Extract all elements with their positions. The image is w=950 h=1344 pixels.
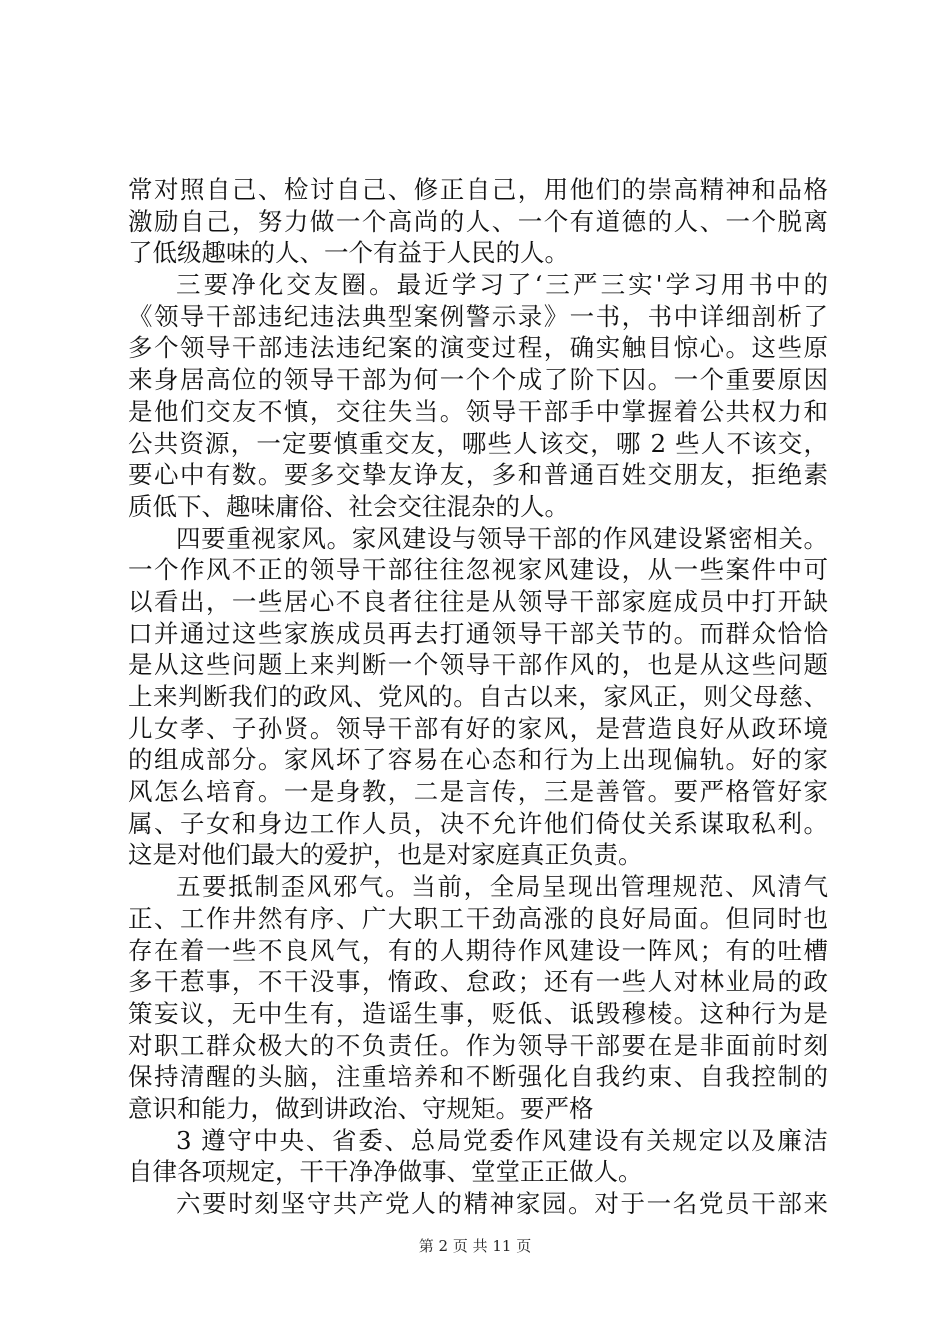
text-line: 存在着一些不良风气，有的人期待作风建设一阵风；有的吐槽	[128, 935, 828, 965]
text-line: 这是对他们最大的爱护，也是对家庭真正负责。	[128, 840, 643, 870]
text-line: 上来判断我们的政风、党风的。自古以来，家风正，则父母慈、	[128, 682, 828, 711]
text-line: 是从这些问题上来判断一个领导干部作风的，也是从这些问题	[128, 650, 828, 680]
text-line: 意识和能力，做到讲政治、守规矩。要严格	[128, 1093, 594, 1123]
text-line: 是他们交友不慎，交往失当。领导干部手中掌握着公共权力和	[128, 396, 828, 426]
page-footer-indicator: 第 2 页 共 11 页	[418, 1237, 532, 1255]
text-line: 五要抵制歪风邪气。当前，全局呈现出管理规范、风清气	[176, 872, 828, 902]
text-line: 《领导干部违纪违法典型案例警示录》一书，书中详细剖析了	[128, 301, 828, 331]
text-line: 六要时刻坚守共产党人的精神家园。对于一名党员干部来	[176, 1189, 828, 1218]
text-line: 了低级趣味的人、一个有益于人民的人。	[128, 238, 569, 268]
text-line: 激励自己，努力做一个高尚的人、一个有道德的人、一个脱离	[128, 206, 828, 236]
text-line: 自律各项规定，干干净净做事、堂堂正正做人。	[128, 1157, 643, 1187]
text-line: 保持清醒的头脑，注重培养和不断强化自我约束、自我控制的	[128, 1062, 828, 1092]
text-line: 质低下、趣味庸俗、社会交往混杂的人。	[128, 491, 569, 521]
text-line: 公共资源，一定要慎重交友，哪些人该交，哪 2 些人不该交，	[128, 428, 828, 458]
text-line: 属、子女和身边工作人员，决不允许他们倚仗关系谋取私利。	[128, 808, 828, 838]
text-line: 常对照自己、检讨自己、修正自己，用他们的崇高精神和品格	[128, 175, 828, 204]
text-line: 一个作风不正的领导干部往往忽视家风建设，从一些案件中可	[128, 555, 828, 585]
text-line: 三要净化交友圈。最近学习了‘三严三实'学习用书中的	[176, 270, 828, 300]
text-line: 以看出，一些居心不良者往往是从领导干部家庭成员中打开缺	[128, 586, 828, 616]
text-line: 3 遵守中央、省委、总局党委作风建设有关规定以及廉洁	[176, 1125, 828, 1155]
text-line: 对职工群众极大的不负责任。作为领导干部要在是非面前时刻	[128, 1030, 828, 1060]
text-line: 来身居高位的领导干部为何一个个成了阶下囚。一个重要原因	[128, 365, 828, 395]
text-line: 正、工作井然有序、广大职工干劲高涨的良好局面。但同时也	[128, 903, 828, 933]
text-line: 策妄议，无中生有，造谣生事，贬低、诋毁穆棱。这种行为是	[128, 998, 828, 1028]
document-body	[128, 174, 828, 1220]
text-line: 四要重视家风。家风建设与领导干部的作风建设紧密相关。	[176, 523, 828, 553]
text-line: 多干惹事，不干没事，惰政、怠政；还有一些人对林业局的政	[128, 967, 828, 997]
text-line: 风怎么培育。一是身教，二是言传，三是善管。要严格管好家	[128, 777, 828, 807]
text-line: 儿女孝、子孙贤。领导干部有好的家风，是营造良好从政环境	[128, 713, 828, 743]
text-line: 多个领导干部违法违纪案的演变过程，确实触目惊心。这些原	[128, 333, 828, 363]
text-line: 要心中有数。要多交挚友诤友，多和普通百姓交朋友，拒绝素	[128, 460, 828, 490]
text-line: 的组成部分。家风坏了容易在心态和行为上出现偏轨。好的家	[128, 745, 828, 775]
text-line: 口并通过这些家族成员再去打通领导干部关节的。而群众恰恰	[128, 618, 828, 648]
